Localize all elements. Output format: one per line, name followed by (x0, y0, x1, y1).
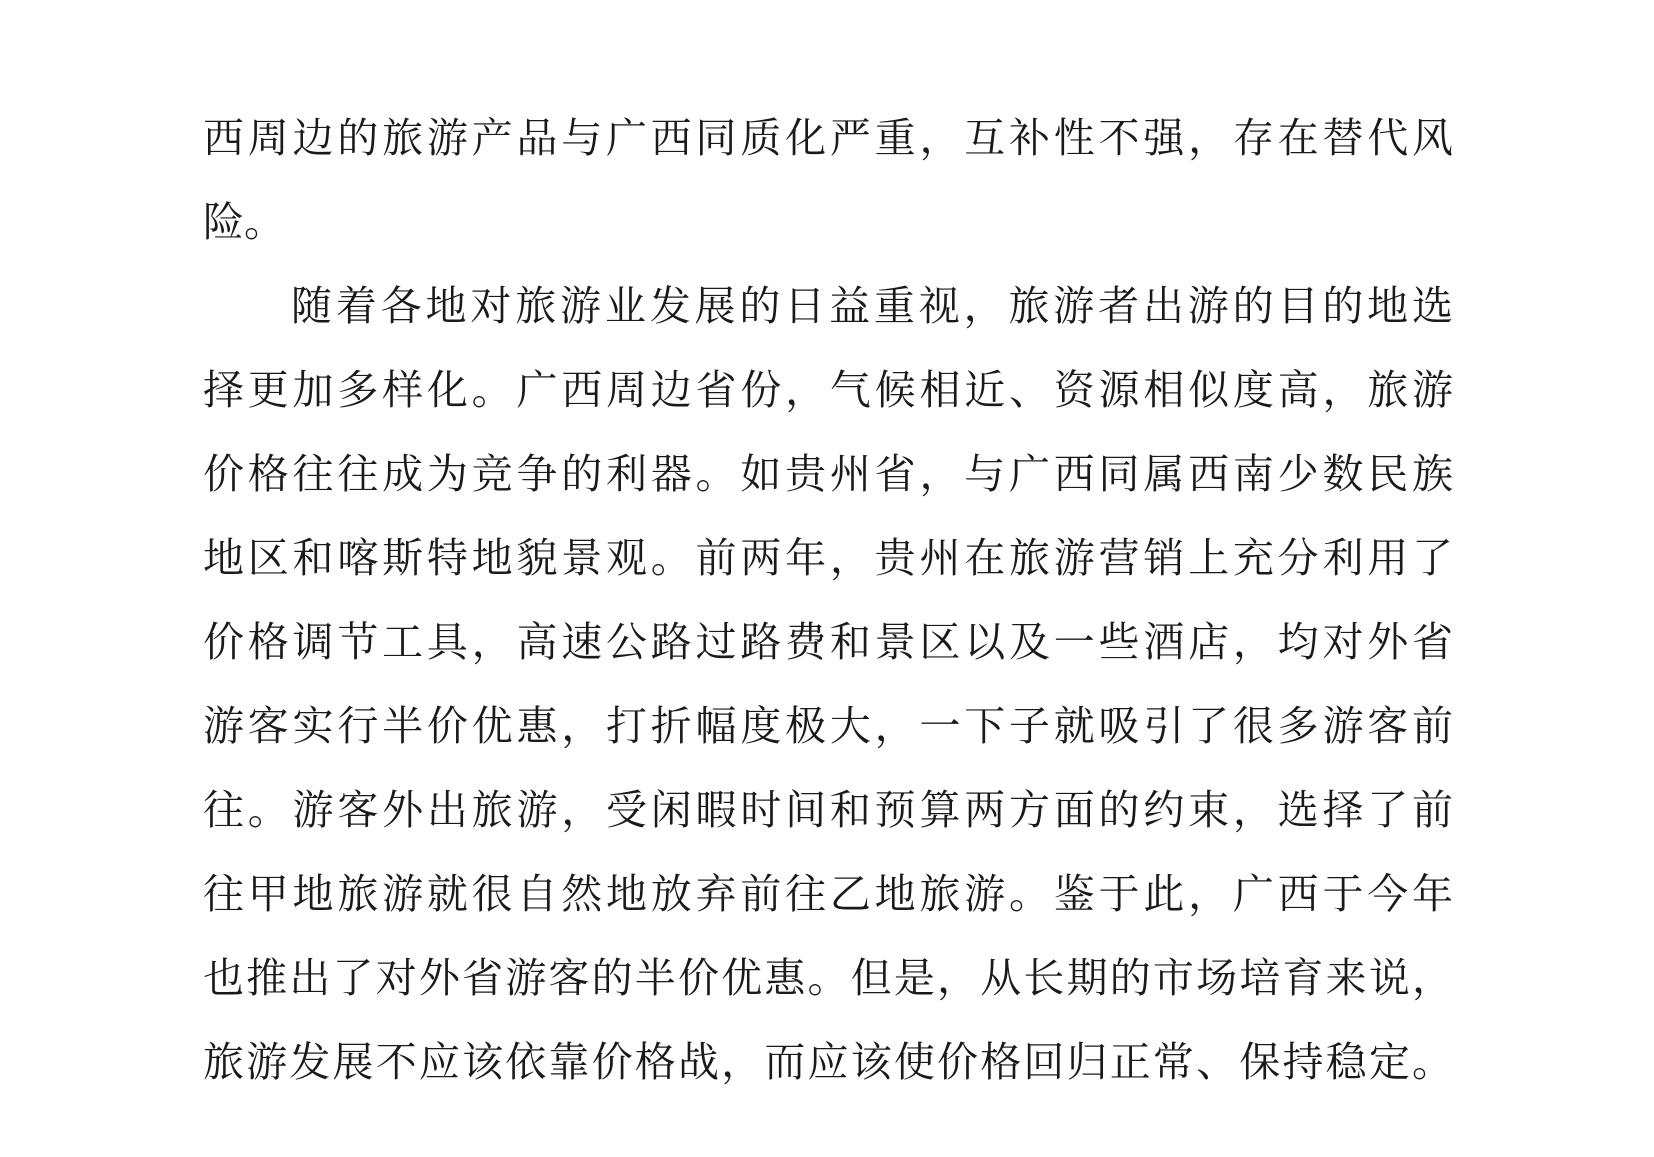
paragraph-1 (203, 96, 1453, 264)
text-line: 随着各地对旅游业发展的日益重视，旅游者出游的目的地选 (291, 282, 1453, 330)
text-line: 也推出了对外省游客的半价优惠。但是，从长期的市场培育来说， (203, 954, 1453, 1002)
text-line: 险。 (203, 198, 285, 246)
text-line: 价格往往成为竞争的利器。如贵州省，与广西同属西南少数民族 (203, 450, 1453, 498)
text-line: 往。游客外出旅游，受闲暇时间和预算两方面的约束，选择了前 (203, 786, 1453, 834)
body-text (203, 96, 1453, 1104)
text-line: 西周边的旅游产品与广西同质化严重，互补性不强，存在替代风 (203, 114, 1453, 162)
paragraph-2 (203, 264, 1453, 1104)
text-line: 择更加多样化。广西周边省份，气候相近、资源相似度高，旅游 (203, 366, 1453, 414)
text-line: 旅游发展不应该依靠价格战，而应该使价格回归正常、保持稳定。 (203, 1038, 1453, 1086)
text-line: 往甲地旅游就很自然地放弃前往乙地旅游。鉴于此，广西于今年 (203, 870, 1453, 918)
text-line: 价格调节工具，高速公路过路费和景区以及一些酒店，均对外省 (203, 618, 1453, 666)
text-line: 游客实行半价优惠，打折幅度极大，一下子就吸引了很多游客前 (203, 702, 1453, 750)
text-line: 地区和喀斯特地貌景观。前两年，贵州在旅游营销上充分利用了 (203, 534, 1453, 582)
